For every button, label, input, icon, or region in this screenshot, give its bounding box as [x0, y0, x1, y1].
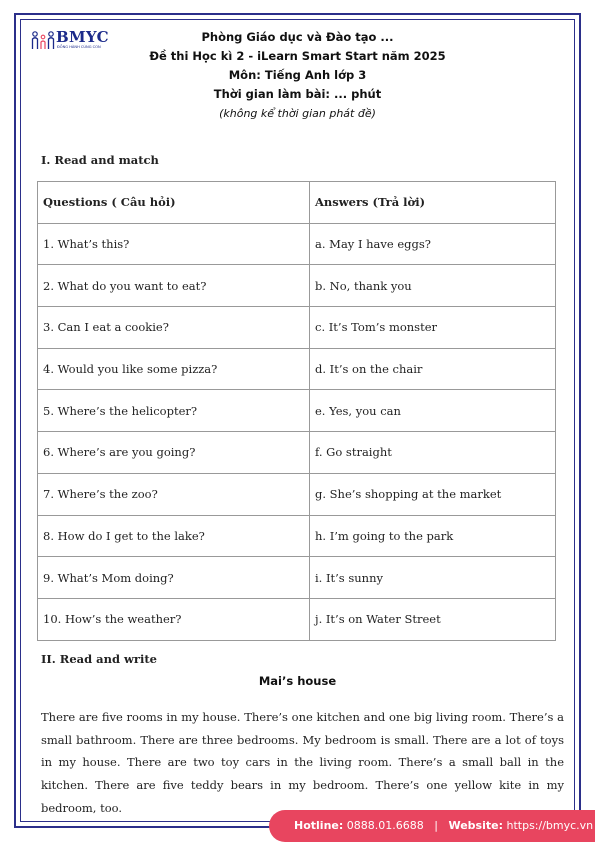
question-cell: 3. Can I eat a cookie? — [38, 307, 310, 349]
answer-cell: a. May I have eggs? — [310, 223, 556, 265]
question-cell: 7. Where’s the zoo? — [38, 473, 310, 515]
hotline-number[interactable]: 0888.01.6688 — [346, 819, 424, 832]
hotline-label: Hotline: — [294, 819, 344, 832]
answer-cell: g. She’s shopping at the market — [310, 473, 556, 515]
contact-footer — [269, 810, 595, 842]
question-cell: 4. Would you like some pizza? — [38, 348, 310, 390]
table-row — [38, 265, 556, 307]
table-row — [38, 473, 556, 515]
question-cell: 8. How do I get to the lake? — [38, 515, 310, 557]
questions-header: Questions ( Câu hỏi) — [38, 182, 310, 224]
question-cell: 2. What do you want to eat? — [38, 265, 310, 307]
logo-tagline: ĐỒNG HÀNH CÙNG CON — [57, 45, 101, 49]
answer-cell: j. It’s on Water Street — [310, 598, 556, 640]
question-cell: 9. What’s Mom doing? — [38, 557, 310, 599]
header-duration: Thời gian làm bài: ... phút — [213, 87, 382, 101]
answer-cell: f. Go straight — [310, 432, 556, 474]
header-exam-title: Đề thi Học kì 2 - iLearn Smart Start năm 2025 — [149, 49, 446, 63]
section-2-title: II. Read and write — [41, 652, 157, 666]
answer-cell: i. It’s sunny — [310, 557, 556, 599]
answer-cell: c. It’s Tom’s monster — [310, 307, 556, 349]
table-row — [38, 307, 556, 349]
logo-text: BMYC — [56, 28, 109, 46]
table-row — [38, 598, 556, 640]
question-cell: 10. How’s the weather? — [38, 598, 310, 640]
header-subject: Môn: Tiếng Anh lớp 3 — [228, 68, 367, 82]
table-row — [38, 432, 556, 474]
website-label: Website: — [448, 819, 503, 832]
table-row — [38, 348, 556, 390]
table-row — [38, 223, 556, 265]
question-cell: 6. Where’s are you going? — [38, 432, 310, 474]
answer-cell: h. I’m going to the park — [310, 515, 556, 557]
exam-header — [60, 28, 535, 123]
website-link[interactable]: https://bmyc.vn — [506, 819, 594, 832]
footer-separator: | — [434, 819, 438, 832]
header-department: Phòng Giáo dục và Đào tạo ... — [201, 30, 394, 44]
answer-cell: b. No, thank you — [310, 265, 556, 307]
question-cell: 5. Where’s the helicopter? — [38, 390, 310, 432]
answer-cell: e. Yes, you can — [310, 390, 556, 432]
header-note: (không kể thời gian phát đề) — [219, 107, 376, 120]
answers-header: Answers (Trả lời) — [310, 182, 556, 224]
reading-passage: There are five rooms in my house. There’s one kitchen and one big living room. There’s a small bathroom. There are three bedrooms. My bedroom is small. There are a lot of toys in my house. There are two toy cars in the living room. There’s a small ball in the kitchen. There are five teddy bears in my bedroom. There’s one yellow kite in my bedroom, too. — [41, 710, 564, 815]
table-row — [38, 515, 556, 557]
section-1-title: I. Read and match — [41, 153, 159, 167]
match-table — [37, 181, 556, 641]
table-row — [38, 557, 556, 599]
family-icon — [31, 30, 55, 50]
table-row — [38, 390, 556, 432]
passage-title: Mai’s house — [258, 674, 337, 688]
table-header-row — [38, 182, 556, 224]
question-cell: 1. What’s this? — [38, 223, 310, 265]
answer-cell: d. It’s on the chair — [310, 348, 556, 390]
